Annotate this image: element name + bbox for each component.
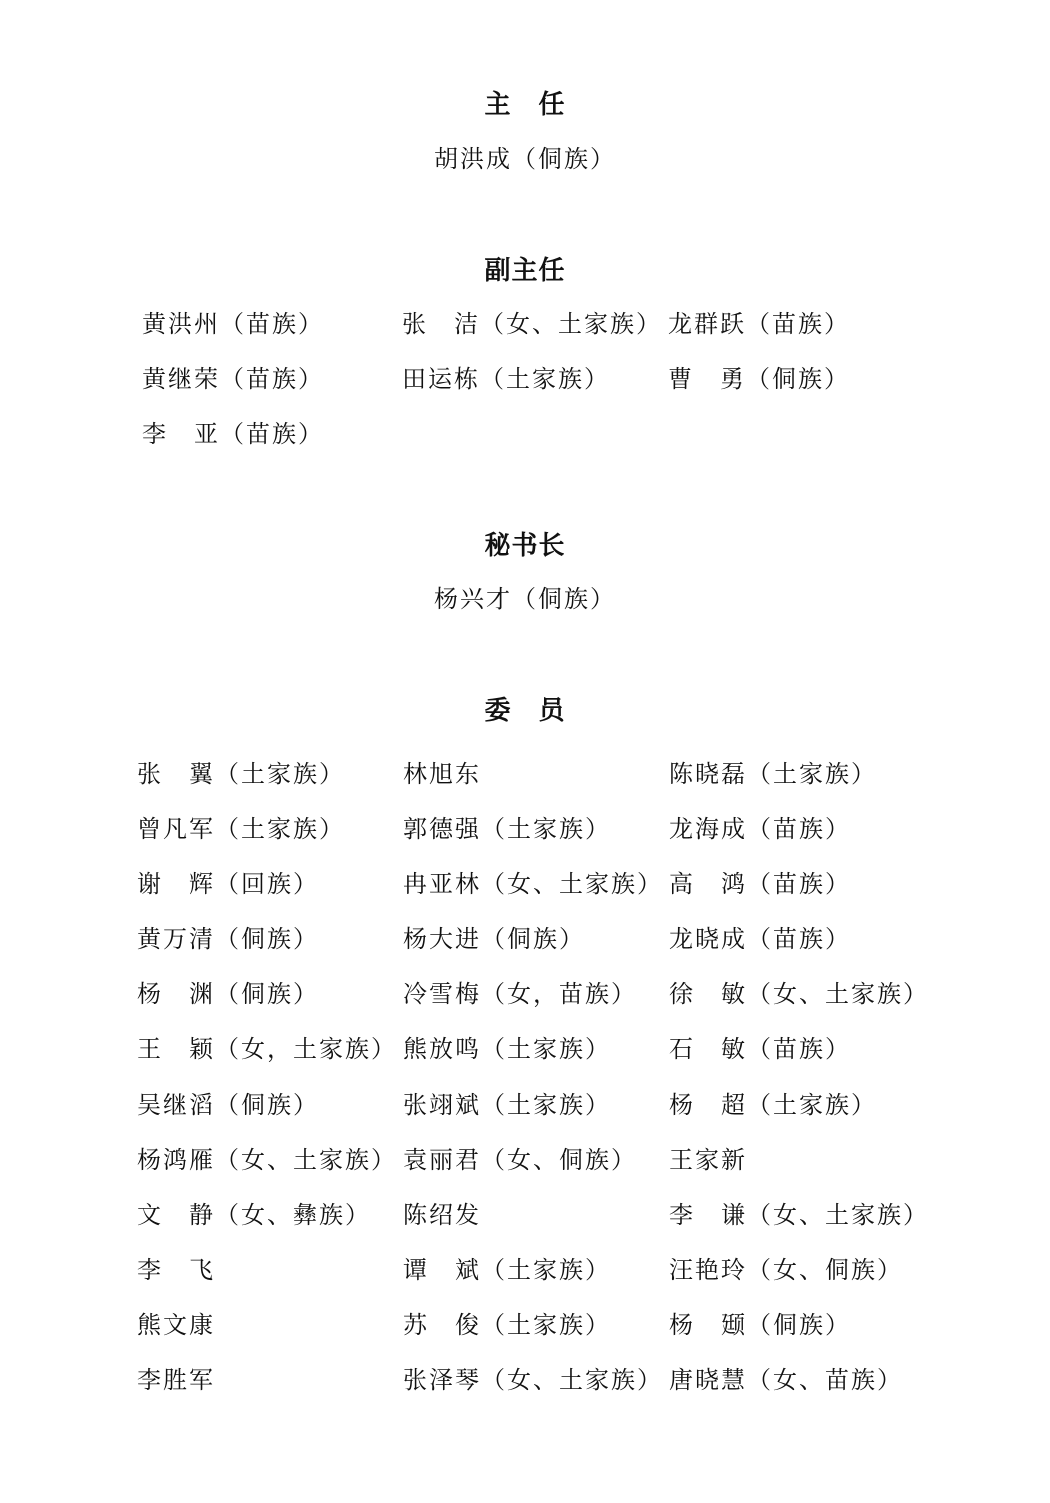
member-name: 张翊斌（土家族）	[403, 1091, 611, 1119]
member-name: 谭 斌（土家族）	[403, 1256, 611, 1284]
director-heading: 主 任	[484, 90, 566, 120]
member-name: 杨 超（土家族）	[669, 1091, 877, 1119]
member-name: 曾凡军（土家族）	[137, 815, 345, 843]
member-name: 龙晓成（苗族）	[669, 925, 851, 953]
secretary-general-heading: 秘书长	[484, 531, 566, 561]
secretary-general-name: 杨兴才（侗族）	[434, 585, 616, 613]
member-name: 石 敏（苗族）	[669, 1035, 851, 1063]
deputy-director-name: 李 亚（苗族）	[142, 420, 324, 448]
deputy-director-name: 龙群跃（苗族）	[668, 310, 850, 338]
member-name: 林旭东	[403, 760, 481, 788]
member-name: 李 谦（女、土家族）	[669, 1201, 929, 1229]
member-name: 熊文康	[137, 1311, 215, 1339]
member-name: 冉亚林（女、土家族）	[403, 870, 663, 898]
deputy-director-name: 张 洁（女、土家族）	[402, 310, 662, 338]
deputy-directors-heading: 副主任	[484, 256, 566, 286]
member-name: 唐晓慧（女、苗族）	[669, 1366, 903, 1394]
member-name: 杨大进（侗族）	[403, 925, 585, 953]
member-name: 谢 辉（回族）	[137, 870, 319, 898]
member-name: 陈绍发	[403, 1201, 481, 1229]
member-name: 龙海成（苗族）	[669, 815, 851, 843]
member-name: 苏 俊（土家族）	[403, 1311, 611, 1339]
deputy-director-name: 曹 勇（侗族）	[668, 365, 850, 393]
member-name: 张 翼（土家族）	[137, 760, 345, 788]
member-name: 王家新	[669, 1146, 747, 1174]
member-name: 袁丽君（女、侗族）	[403, 1146, 637, 1174]
member-name: 熊放鸣（土家族）	[403, 1035, 611, 1063]
member-name: 高 鸿（苗族）	[669, 870, 851, 898]
member-name: 王 颖（女，土家族）	[137, 1035, 397, 1063]
member-name: 李胜军	[137, 1366, 215, 1394]
member-name: 黄万清（侗族）	[137, 925, 319, 953]
member-name: 李 飞	[137, 1256, 215, 1284]
members-heading: 委 员	[484, 696, 566, 726]
member-name: 吴继滔（侗族）	[137, 1091, 319, 1119]
member-name: 冷雪梅（女，苗族）	[403, 980, 637, 1008]
deputy-director-name: 黄洪州（苗族）	[142, 310, 324, 338]
deputy-director-name: 黄继荣（苗族）	[142, 365, 324, 393]
member-name: 陈晓磊（土家族）	[669, 760, 877, 788]
member-name: 汪艳玲（女、侗族）	[669, 1256, 903, 1284]
member-name: 张泽琴（女、土家族）	[403, 1366, 663, 1394]
member-name: 郭德强（土家族）	[403, 815, 611, 843]
member-name: 徐 敏（女、土家族）	[669, 980, 929, 1008]
member-name: 杨 颋（侗族）	[669, 1311, 851, 1339]
director-name: 胡洪成（侗族）	[434, 145, 616, 173]
member-name: 文 静（女、彝族）	[137, 1201, 371, 1229]
deputy-director-name: 田运栋（土家族）	[402, 365, 610, 393]
member-name: 杨鸿雁（女、土家族）	[137, 1146, 397, 1174]
member-name: 杨 渊（侗族）	[137, 980, 319, 1008]
